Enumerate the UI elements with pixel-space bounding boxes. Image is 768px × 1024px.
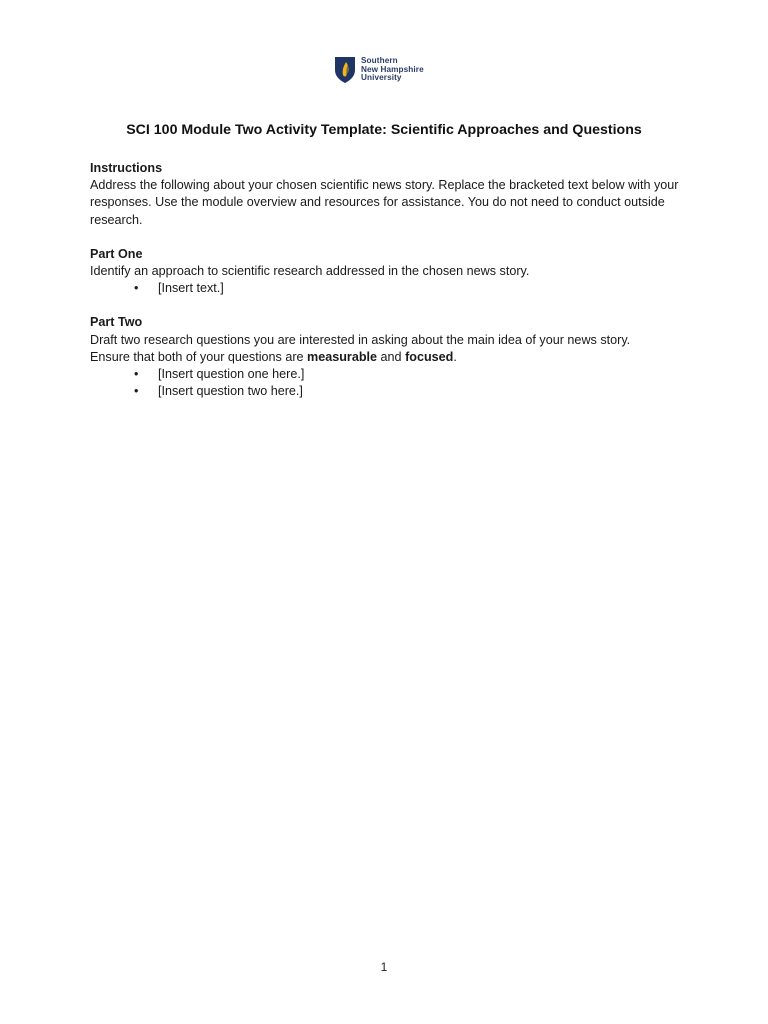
- text-segment: .: [453, 349, 457, 364]
- document-title: SCI 100 Module Two Activity Template: Scientific Approaches and Questions: [126, 122, 642, 138]
- list-item[interactable]: [90, 383, 680, 400]
- part-two-list: [90, 366, 680, 400]
- list-item[interactable]: [90, 280, 680, 297]
- text-segment: and: [377, 349, 406, 364]
- part-one-list: [90, 280, 680, 297]
- bold-focused: focused: [405, 349, 454, 364]
- shield-flame-icon: [334, 56, 356, 84]
- instructions-text: Address the following about your chosen scientific news story. Replace the bracketed text below with your responses. Use the module overview and resources for assistance. You do not need to conduct outside research.: [90, 178, 679, 227]
- instructions-heading: Instructions: [90, 161, 163, 175]
- part-two-text-line1: Draft two research questions you are interested in asking about the main idea of your news story.: [90, 332, 631, 347]
- page-number: 1: [380, 960, 388, 974]
- bullet-icon: •: [134, 384, 139, 399]
- placeholder-text[interactable]: [Insert question two here.]: [158, 384, 303, 399]
- bullet-icon: •: [134, 367, 139, 382]
- placeholder-text[interactable]: [Insert text.]: [158, 281, 224, 296]
- bold-measurable: measurable: [307, 349, 378, 364]
- part-one-heading: Part One: [90, 246, 143, 261]
- logo-line-1: Southern: [361, 56, 398, 66]
- placeholder-text[interactable]: [Insert question one here.]: [158, 367, 305, 382]
- logo-line-3: University: [361, 73, 402, 83]
- part-one-text: Identify an approach to scientific research addressed in the chosen news story.: [90, 264, 530, 279]
- logo-wordmark: [361, 57, 424, 83]
- part-two-text-line2: [90, 349, 680, 366]
- part-two-heading: Part Two: [90, 315, 143, 330]
- bullet-icon: •: [134, 281, 139, 296]
- text-segment: Ensure that both of your questions are: [90, 349, 308, 364]
- university-logo: [334, 56, 424, 84]
- list-item[interactable]: [90, 366, 680, 383]
- document-body: [90, 160, 680, 400]
- logo-line-2: New Hampshire: [361, 64, 424, 74]
